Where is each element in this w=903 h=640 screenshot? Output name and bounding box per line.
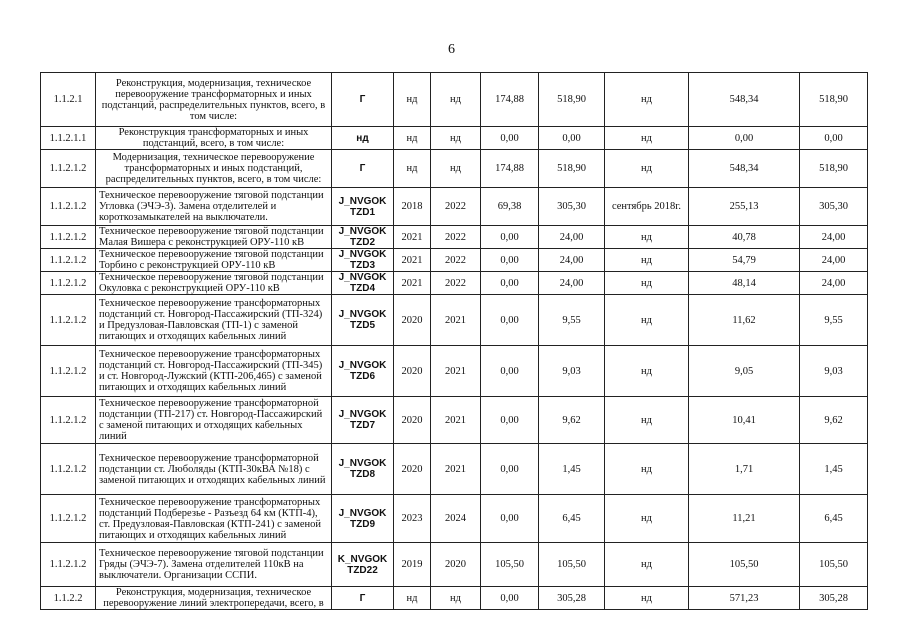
table-row <box>41 226 868 249</box>
row-start-year-cell: 2018 <box>394 188 431 226</box>
row-description-cell: Техническое перевооружение трансформаторных подстанций ст. Новгород-Пассажирский (ТП-324) и Предузловая-Павловская (ТП-1) с заменой питающих и отходящих кабельных линий <box>96 295 332 346</box>
row-description-cell: Техническое перевооружение тяговой подстанции Угловка (ЭЧЭ-3). Замена отделителей и короткозамыкателей на выключатели. <box>96 188 332 226</box>
row-end-year-cell: 2022 <box>431 272 481 295</box>
row-value-2-cell: 305,28 <box>539 587 605 610</box>
row-value-4-cell: 9,55 <box>800 295 868 346</box>
row-value-1-cell: 0,00 <box>481 295 539 346</box>
row-date-cell: нд <box>605 73 689 127</box>
row-value-1-cell: 0,00 <box>481 226 539 249</box>
row-value-2-cell: 24,00 <box>539 226 605 249</box>
row-value-3-cell: 1,71 <box>689 444 800 495</box>
row-value-4-cell: 24,00 <box>800 272 868 295</box>
row-value-4-cell: 518,90 <box>800 150 868 188</box>
row-value-4-cell: 1,45 <box>800 444 868 495</box>
row-description-cell: Техническое перевооружение трансформаторной подстанции ст. Люболяды (КТП-30кВА №18) с заменой питающих и отходящих кабельных линий <box>96 444 332 495</box>
row-date-cell: нд <box>605 272 689 295</box>
row-value-1-cell: 69,38 <box>481 188 539 226</box>
row-start-year-cell: 2020 <box>394 346 431 397</box>
table-row <box>41 295 868 346</box>
row-date-cell: сентябрь 2018г. <box>605 188 689 226</box>
row-number-cell: 1.1.2.1.2 <box>41 397 96 444</box>
row-value-3-cell: 48,14 <box>689 272 800 295</box>
row-end-year-cell: нд <box>431 127 481 150</box>
row-value-3-cell: 10,41 <box>689 397 800 444</box>
row-value-1-cell: 0,00 <box>481 444 539 495</box>
row-value-4-cell: 518,90 <box>800 73 868 127</box>
row-value-2-cell: 9,03 <box>539 346 605 397</box>
row-code-cell: J_NVGOK TZD8 <box>332 444 394 495</box>
row-code-cell: J_NVGOK TZD6 <box>332 346 394 397</box>
row-value-2-cell: 0,00 <box>539 127 605 150</box>
row-start-year-cell: 2023 <box>394 495 431 543</box>
table-row <box>41 127 868 150</box>
table-body <box>41 73 868 610</box>
row-value-2-cell: 24,00 <box>539 249 605 272</box>
row-value-3-cell: 11,62 <box>689 295 800 346</box>
row-value-2-cell: 518,90 <box>539 150 605 188</box>
table-row <box>41 249 868 272</box>
row-number-cell: 1.1.2.1.2 <box>41 249 96 272</box>
row-end-year-cell: 2022 <box>431 249 481 272</box>
row-number-cell: 1.1.2.1.2 <box>41 346 96 397</box>
row-value-3-cell: 9,05 <box>689 346 800 397</box>
row-value-4-cell: 6,45 <box>800 495 868 543</box>
table-row <box>41 73 868 127</box>
row-description-cell: Техническое перевооружение трансформаторных подстанций ст. Новгород-Пассажирский (ТП-345) и ст. Новгород-Лужский (КТП-206,465) с заменой питающих и отходящих кабельных линий <box>96 346 332 397</box>
row-value-1-cell: 174,88 <box>481 73 539 127</box>
row-end-year-cell: 2024 <box>431 495 481 543</box>
row-date-cell: нд <box>605 295 689 346</box>
row-value-3-cell: 105,50 <box>689 543 800 587</box>
table-row <box>41 444 868 495</box>
row-value-2-cell: 305,30 <box>539 188 605 226</box>
row-number-cell: 1.1.2.1.2 <box>41 495 96 543</box>
table-row <box>41 346 868 397</box>
row-code-cell: J_NVGOK TZD4 <box>332 272 394 295</box>
row-start-year-cell: 2021 <box>394 272 431 295</box>
row-value-4-cell: 24,00 <box>800 249 868 272</box>
row-end-year-cell: нд <box>431 73 481 127</box>
row-date-cell: нд <box>605 127 689 150</box>
row-description-cell: Техническое перевооружение тяговой подстанции Окуловка с реконструкцией ОРУ-110 кВ <box>96 272 332 295</box>
row-code-cell: J_NVGOK TZD2 <box>332 226 394 249</box>
row-end-year-cell: 2021 <box>431 397 481 444</box>
row-value-2-cell: 105,50 <box>539 543 605 587</box>
row-value-2-cell: 9,62 <box>539 397 605 444</box>
row-start-year-cell: нд <box>394 127 431 150</box>
row-value-3-cell: 0,00 <box>689 127 800 150</box>
row-value-2-cell: 6,45 <box>539 495 605 543</box>
table-row <box>41 188 868 226</box>
row-value-4-cell: 24,00 <box>800 226 868 249</box>
row-code-cell: нд <box>332 127 394 150</box>
row-value-1-cell: 174,88 <box>481 150 539 188</box>
row-value-3-cell: 548,34 <box>689 73 800 127</box>
row-code-cell: Г <box>332 587 394 610</box>
row-description-cell: Реконструкция трансформаторных и иных подстанций, всего, в том числе: <box>96 127 332 150</box>
row-date-cell: нд <box>605 150 689 188</box>
row-end-year-cell: 2021 <box>431 295 481 346</box>
row-end-year-cell: нд <box>431 587 481 610</box>
row-end-year-cell: 2021 <box>431 346 481 397</box>
row-date-cell: нд <box>605 495 689 543</box>
row-description-cell: Техническое перевооружение тяговой подстанции Торбино с реконструкцией ОРУ-110 кВ <box>96 249 332 272</box>
row-value-4-cell: 9,03 <box>800 346 868 397</box>
row-value-1-cell: 0,00 <box>481 272 539 295</box>
row-number-cell: 1.1.2.1.2 <box>41 188 96 226</box>
row-description-cell: Реконструкция, модернизация, техническое перевооружение линий электропередачи, всего, в <box>96 587 332 610</box>
row-value-2-cell: 9,55 <box>539 295 605 346</box>
row-start-year-cell: 2021 <box>394 249 431 272</box>
row-value-4-cell: 305,28 <box>800 587 868 610</box>
row-value-2-cell: 1,45 <box>539 444 605 495</box>
row-start-year-cell: 2020 <box>394 295 431 346</box>
table-row <box>41 543 868 587</box>
row-value-1-cell: 0,00 <box>481 249 539 272</box>
row-start-year-cell: 2020 <box>394 444 431 495</box>
row-date-cell: нд <box>605 543 689 587</box>
row-start-year-cell: 2021 <box>394 226 431 249</box>
row-value-1-cell: 0,00 <box>481 127 539 150</box>
row-start-year-cell: 2019 <box>394 543 431 587</box>
row-start-year-cell: нд <box>394 73 431 127</box>
row-code-cell: J_NVGOK TZD9 <box>332 495 394 543</box>
page-number: 6 <box>448 42 455 57</box>
row-value-4-cell: 0,00 <box>800 127 868 150</box>
row-start-year-cell: нд <box>394 150 431 188</box>
row-code-cell: J_NVGOK TZD7 <box>332 397 394 444</box>
row-end-year-cell: 2020 <box>431 543 481 587</box>
row-value-4-cell: 105,50 <box>800 543 868 587</box>
row-value-1-cell: 0,00 <box>481 587 539 610</box>
table-row <box>41 495 868 543</box>
row-value-1-cell: 0,00 <box>481 495 539 543</box>
row-code-cell: K_NVGOK TZD22 <box>332 543 394 587</box>
row-value-1-cell: 0,00 <box>481 346 539 397</box>
row-value-3-cell: 54,79 <box>689 249 800 272</box>
row-code-cell: Г <box>332 73 394 127</box>
row-end-year-cell: 2022 <box>431 188 481 226</box>
row-date-cell: нд <box>605 249 689 272</box>
row-date-cell: нд <box>605 444 689 495</box>
investment-table <box>40 72 868 610</box>
row-date-cell: нд <box>605 346 689 397</box>
row-start-year-cell: нд <box>394 587 431 610</box>
row-value-3-cell: 548,34 <box>689 150 800 188</box>
row-description-cell: Техническое перевооружение тяговой подстанции Малая Вишера с реконструкцией ОРУ-110 кВ <box>96 226 332 249</box>
row-value-3-cell: 11,21 <box>689 495 800 543</box>
table-row <box>41 272 868 295</box>
row-date-cell: нд <box>605 226 689 249</box>
row-value-3-cell: 40,78 <box>689 226 800 249</box>
row-end-year-cell: нд <box>431 150 481 188</box>
row-number-cell: 1.1.2.1.2 <box>41 295 96 346</box>
row-number-cell: 1.1.2.1.2 <box>41 543 96 587</box>
row-number-cell: 1.1.2.1.2 <box>41 226 96 249</box>
table-row <box>41 150 868 188</box>
row-number-cell: 1.1.2.1.2 <box>41 150 96 188</box>
row-start-year-cell: 2020 <box>394 397 431 444</box>
row-code-cell: J_NVGOK TZD1 <box>332 188 394 226</box>
row-value-4-cell: 305,30 <box>800 188 868 226</box>
row-value-1-cell: 0,00 <box>481 397 539 444</box>
row-description-cell: Модернизация, техническое перевооружение трансформаторных и иных подстанций, распределительных пунктов, всего, в том числе: <box>96 150 332 188</box>
row-date-cell: нд <box>605 397 689 444</box>
row-code-cell: J_NVGOK TZD3 <box>332 249 394 272</box>
row-value-2-cell: 518,90 <box>539 73 605 127</box>
row-description-cell: Техническое перевооружение трансформаторных подстанций Подберезье - Разъезд 64 км (КТП-4), ст. Предузловая-Павловская (КТП-241) с заменой питающих и отходящих кабельных линий <box>96 495 332 543</box>
row-number-cell: 1.1.2.1.2 <box>41 444 96 495</box>
row-number-cell: 1.1.2.1.2 <box>41 272 96 295</box>
row-description-cell: Техническое перевооружение трансформаторной подстанции (ТП-217) ст. Новгород-Пассажирский с заменой питающих и отходящих кабельных линий <box>96 397 332 444</box>
row-end-year-cell: 2022 <box>431 226 481 249</box>
row-number-cell: 1.1.2.2 <box>41 587 96 610</box>
row-number-cell: 1.1.2.1 <box>41 73 96 127</box>
row-code-cell: J_NVGOK TZD5 <box>332 295 394 346</box>
row-value-2-cell: 24,00 <box>539 272 605 295</box>
row-value-1-cell: 105,50 <box>481 543 539 587</box>
row-value-3-cell: 571,23 <box>689 587 800 610</box>
row-code-cell: Г <box>332 150 394 188</box>
row-value-3-cell: 255,13 <box>689 188 800 226</box>
row-description-cell: Техническое перевооружение тяговой подстанции Гряды (ЭЧЭ-7). Замена отделителей 110кВ на выключатели. Организации ССПИ. <box>96 543 332 587</box>
row-description-cell: Реконструкция, модернизация, техническое перевооружение трансформаторных и иных подстанций, распределительных пунктов, всего, в том числе: <box>96 73 332 127</box>
row-value-4-cell: 9,62 <box>800 397 868 444</box>
table-row <box>41 397 868 444</box>
table-row <box>41 587 868 610</box>
row-date-cell: нд <box>605 587 689 610</box>
row-end-year-cell: 2021 <box>431 444 481 495</box>
row-number-cell: 1.1.2.1.1 <box>41 127 96 150</box>
